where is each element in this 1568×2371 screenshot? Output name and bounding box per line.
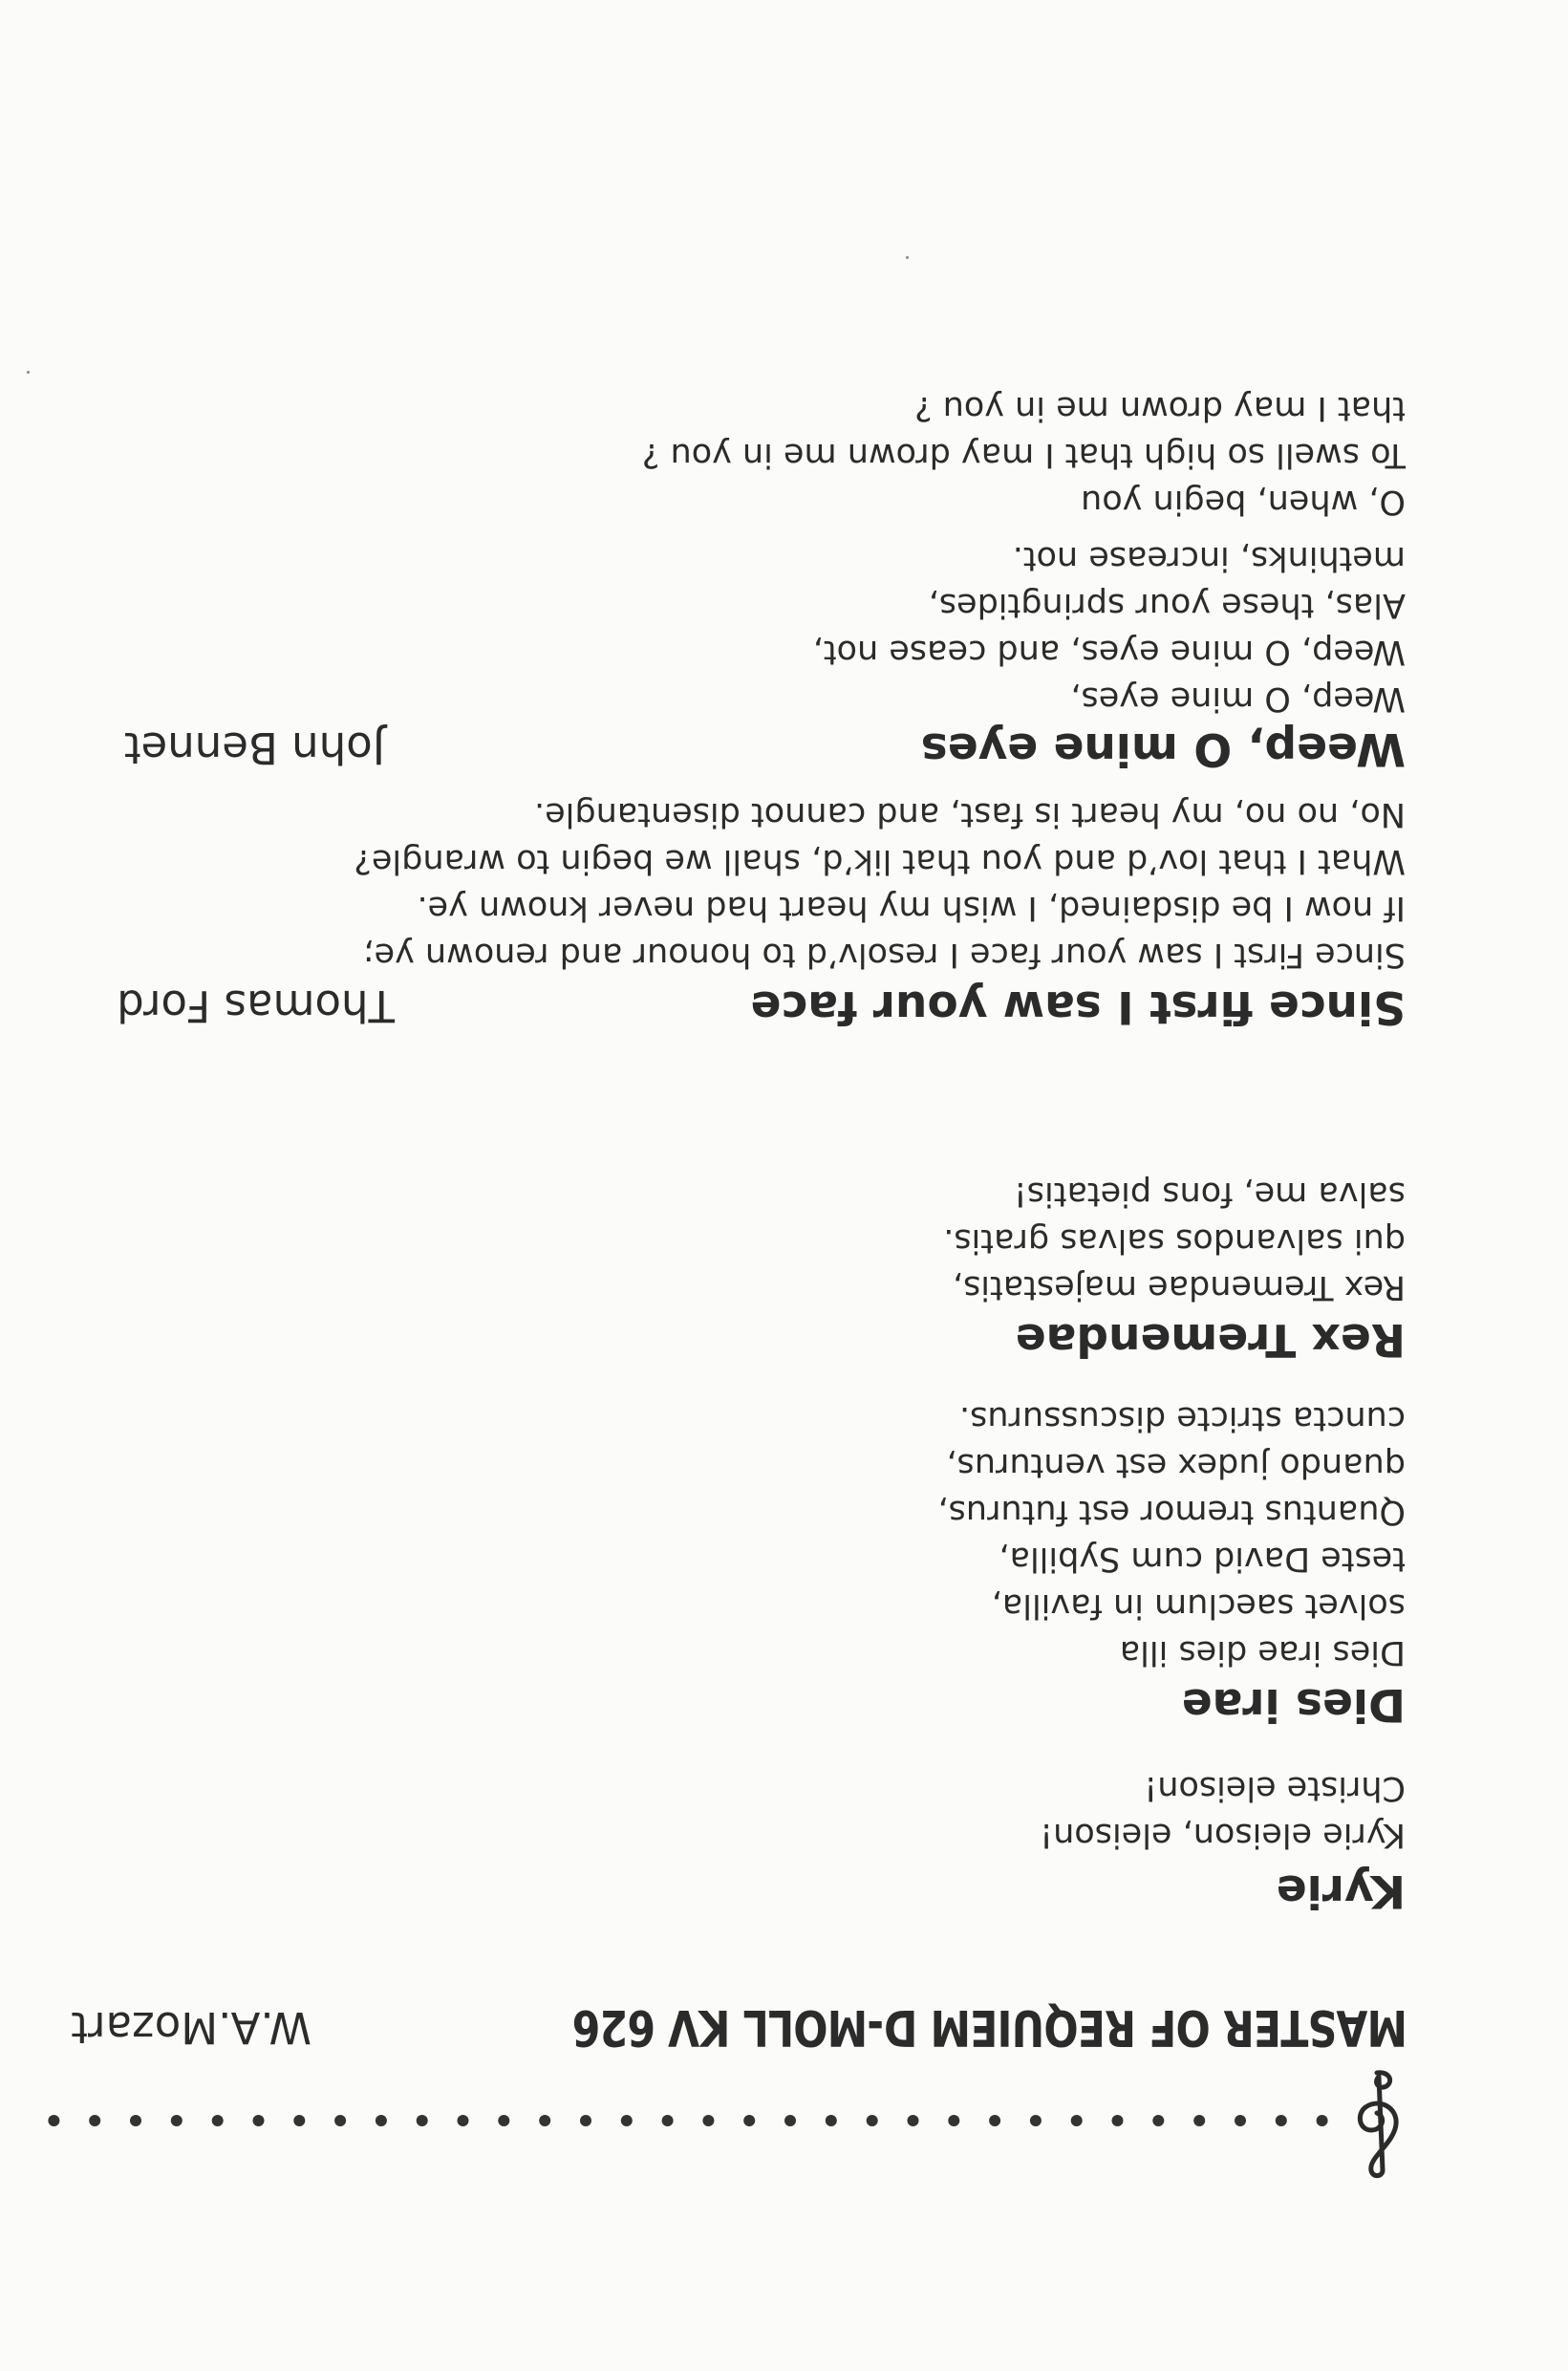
divider-dot xyxy=(1112,2115,1124,2126)
divider-dot xyxy=(1030,2115,1042,2126)
lyric-line: cuncta stricte discussurus. xyxy=(958,1399,1406,1437)
section-heading-weep: Weep, O mine eyes xyxy=(920,722,1406,775)
lyric-line: Since First I saw your face I resolv’d to honour and renown ye; xyxy=(362,936,1406,974)
section-heading-kyrie: Kyrie xyxy=(1276,1864,1406,1917)
lyric-line: teste David cum Sybilla, xyxy=(999,1540,1406,1578)
composer-thomas-ford: Thomas Ford xyxy=(117,981,395,1031)
section-heading-rex-tremendae: Rex Tremendae xyxy=(1015,1313,1406,1366)
divider-dot xyxy=(1235,2115,1246,2126)
divider-dot xyxy=(539,2115,550,2126)
lyric-line: Dies irae dies illa xyxy=(1119,1633,1406,1671)
stanza-weep xyxy=(642,384,1406,722)
lyric-line: What I that lov’d and you that lik’d, shall we begin to wrangle? xyxy=(354,842,1406,880)
lyric-line: methinks, increase not. xyxy=(1012,539,1406,577)
divider-dot xyxy=(376,2115,387,2126)
lyric-line: Quantus tremor est futurus, xyxy=(937,1493,1406,1531)
treble-clef-icon xyxy=(1350,2065,1407,2180)
paper-speck xyxy=(27,371,30,374)
divider-dot xyxy=(498,2115,509,2126)
lyric-line: salva me, fons pietatis! xyxy=(1013,1175,1406,1213)
lyric-line: No, no no, my heart is fast, and cannot disentangle. xyxy=(534,795,1406,833)
divider-dot xyxy=(989,2115,1000,2126)
divider-dot xyxy=(293,2115,305,2126)
dotted-divider xyxy=(33,2110,1342,2131)
divider-dot xyxy=(171,2115,183,2126)
divider-dot xyxy=(948,2115,959,2126)
composer-john-bennet: John Bennet xyxy=(123,722,385,773)
lyric-line: quando judex est venturus, xyxy=(946,1446,1406,1484)
divider-dot xyxy=(212,2115,224,2126)
stanza-dies-irae xyxy=(938,1394,1407,1675)
composer-mozart: W.A.Mozart xyxy=(71,2002,311,2053)
divider-dot xyxy=(417,2115,428,2126)
divider-dot xyxy=(334,2115,346,2126)
section-heading-dies-irae: Dies irae xyxy=(1181,1678,1406,1731)
divider-dot xyxy=(130,2115,141,2126)
stanza-kyrie xyxy=(1040,1764,1406,1858)
divider-dot xyxy=(580,2115,591,2126)
divider-dot xyxy=(1276,2115,1287,2126)
divider-dot xyxy=(621,2115,633,2126)
divider-dot xyxy=(784,2115,796,2126)
divider-dot xyxy=(662,2115,674,2126)
divider-dot xyxy=(48,2115,59,2126)
lyric-line: Rex Tremendae majestatis, xyxy=(952,1268,1406,1306)
divider-dot xyxy=(908,2115,919,2126)
divider-dot xyxy=(1071,2115,1083,2126)
divider-dot xyxy=(253,2115,265,2126)
lyric-line: Christe eleison! xyxy=(1144,1769,1406,1807)
divider-dot xyxy=(867,2115,878,2126)
lyric-line: O, when, begin you xyxy=(1081,483,1406,521)
stanza-rex-tremendae xyxy=(943,1170,1406,1310)
lyric-line: To swell so high that I may drown me in you ? xyxy=(641,436,1406,474)
divider-dot xyxy=(1317,2115,1328,2126)
divider-dot xyxy=(743,2115,755,2126)
divider-dot xyxy=(89,2115,100,2126)
lyric-line: Weep, O mine eyes, xyxy=(1070,679,1406,718)
lyric-line: Kyrie eleison, eleison! xyxy=(1040,1816,1406,1854)
divider-dot xyxy=(1152,2115,1164,2126)
lyric-line: qui salvandos salvas gratis. xyxy=(943,1221,1406,1260)
page-title: MASTER OF REQUIEM D-MOLL KV 626 xyxy=(572,1998,1407,2056)
lyric-line: solvet saeclum in favilla, xyxy=(991,1586,1406,1625)
divider-dot xyxy=(826,2115,837,2126)
stanza-since-first xyxy=(354,790,1406,978)
section-heading-since-first: Since first I saw your face xyxy=(750,981,1406,1033)
paper-speck xyxy=(906,256,909,259)
lyric-line: If now I be disdained, I wish my heart had never known ye. xyxy=(417,889,1406,927)
divider-dot xyxy=(702,2115,714,2126)
lyric-line: Weep, O mine eyes, and cease not, xyxy=(812,633,1406,671)
divider-dot xyxy=(1193,2115,1205,2126)
lyric-line: that I may drown me in you ? xyxy=(913,389,1406,427)
divider-dot xyxy=(458,2115,469,2126)
lyric-line: Alas, these your springtides, xyxy=(928,586,1406,624)
